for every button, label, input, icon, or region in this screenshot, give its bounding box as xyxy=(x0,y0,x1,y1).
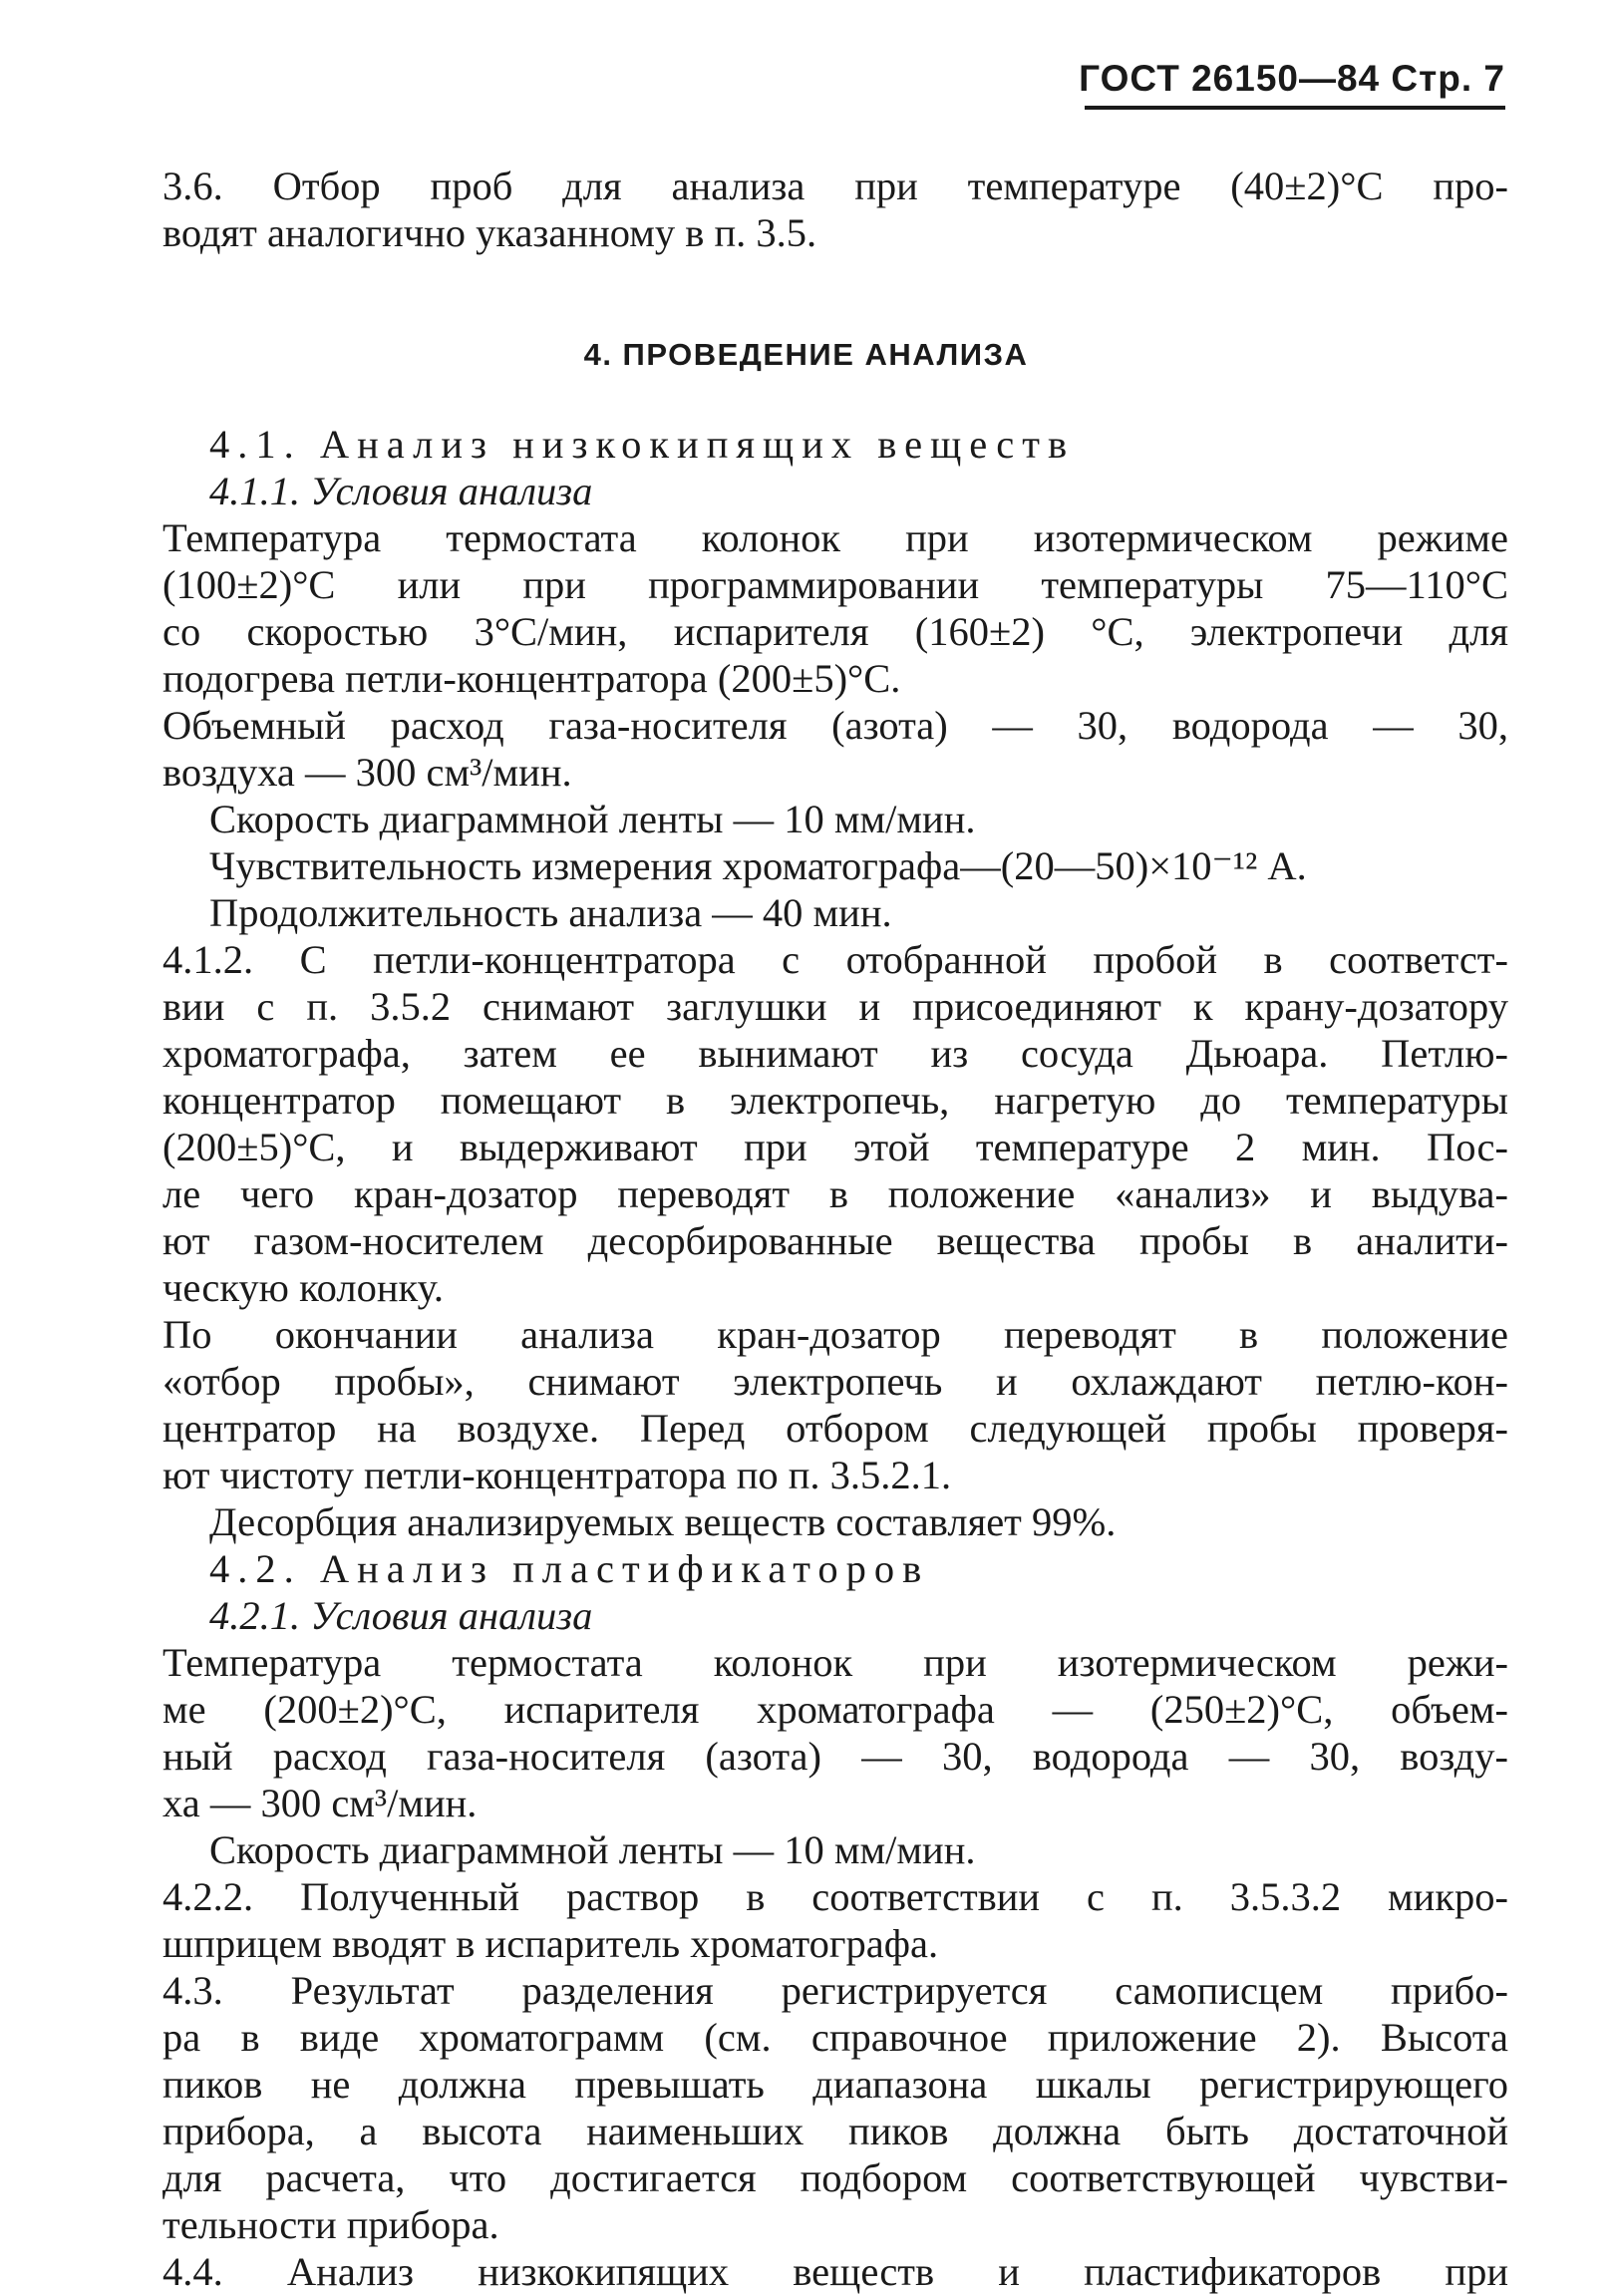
text-line: ют газом-носителем десорбированные вещества пробы в аналити- xyxy=(162,1218,1508,1263)
page-header xyxy=(1079,58,1505,108)
text-line: Температура термостата колонок при изотермическом режиме xyxy=(162,515,1508,560)
text-line: Скорость диаграммной ленты — 10 мм/мин. xyxy=(209,797,976,841)
text-line: Объемный расход газа-носителя (азота) — 30, водорода — 30, xyxy=(162,703,1508,748)
text-line: ют чистоту петли-концентратора по п. 3.5.2.1. xyxy=(162,1453,952,1497)
text-line: шприцем вводят в испаритель хроматографа. xyxy=(162,1921,939,1966)
text-line: центратор на воздухе. Перед отбором следующей пробы проверя- xyxy=(162,1406,1508,1451)
text-line: Десорбция анализируемых веществ составляет 99%. xyxy=(209,1499,1117,1544)
para-3-6-line-1: 3.6. Отбор проб для анализа при температуре (40±2)°С про- xyxy=(162,164,1508,208)
heading-4-1-1: 4.1.1. Условия анализа xyxy=(209,469,593,513)
text-line: Чувствительность измерения хроматографа—(20—50)×10⁻¹² А. xyxy=(209,843,1307,888)
heading-4-2: 4.2. Анализ пластификаторов xyxy=(209,1546,930,1591)
text-line: ме (200±2)°С, испарителя хроматографа — (250±2)°С, объем- xyxy=(162,1687,1508,1732)
header-rule xyxy=(1085,106,1505,110)
text-line: для расчета, что достигается подбором соответствующей чувстви- xyxy=(162,2155,1508,2200)
para-3-6-line-2: водят аналогично указанному в п. 3.5. xyxy=(162,210,817,255)
text-line: воздуха — 300 см³/мин. xyxy=(162,750,572,795)
text-line: ра в виде хроматограмм (см. справочное приложение 2). Высота xyxy=(162,2015,1508,2060)
text-line: концентратор помещают в электропечь, нагретую до температуры xyxy=(162,1078,1508,1123)
text-line: подогрева петли-концентратора (200±5)°С. xyxy=(162,656,901,701)
text-line: Продолжительность анализа — 40 мин. xyxy=(209,890,892,935)
text-line: Температура термостата колонок при изотермическом режи- xyxy=(162,1640,1508,1685)
text-line: «отбор пробы», снимают электропечь и охлаждают петлю-кон- xyxy=(162,1359,1508,1404)
text-line: По окончании анализа кран-дозатор переводят в положение xyxy=(162,1312,1508,1357)
text-line: (200±5)°С, и выдерживают при этой температуре 2 мин. Пос- xyxy=(162,1125,1508,1169)
heading-4-2-1: 4.2.1. Условия анализа xyxy=(209,1593,593,1638)
text-line: 4.3. Результат разделения регистрируется самописцем прибо- xyxy=(162,1968,1508,2013)
text-line: Скорость диаграммной ленты — 10 мм/мин. xyxy=(209,1827,976,1872)
text-line: 4.4. Анализ низкокипящих веществ и пластификаторов при xyxy=(162,2249,1508,2294)
text-line: ле чего кран-дозатор переводят в положение «анализ» и выдува- xyxy=(162,1171,1508,1216)
text-line: вии с п. 3.5.2 снимают заглушки и присоединяют к крану-дозатору xyxy=(162,984,1508,1029)
text-line: пиков не должна превышать диапазона шкалы регистрирующего xyxy=(162,2062,1508,2107)
text-line: 4.2.2. Полученный раствор в соответствии с п. 3.5.3.2 микро- xyxy=(162,1874,1508,1919)
header-text: ГОСТ 26150—84 Стр. 7 xyxy=(1079,58,1505,99)
text-line: (100±2)°С или при программировании температуры 75—110°С xyxy=(162,562,1508,607)
text-line: прибора, а высота наименьших пиков должна быть достаточной xyxy=(162,2109,1508,2153)
text-line: ческую колонку. xyxy=(162,1265,444,1310)
text-line: 4.1.2. С петли-концентратора с отобранной пробой в соответст- xyxy=(162,937,1508,982)
text-line: со скоростью 3°С/мин, испарителя (160±2) °С, электропечи для xyxy=(162,609,1508,654)
text-line: хроматографа, затем ее вынимают из сосуда Дьюара. Петлю- xyxy=(162,1031,1508,1076)
heading-4-1: 4.1. Анализ низкокипящих веществ xyxy=(209,422,1076,467)
text-line: ха — 300 см³/мин. xyxy=(162,1781,478,1825)
text-line: тельности прибора. xyxy=(162,2202,499,2247)
section-title: 4. ПРОВЕДЕНИЕ АНАЛИЗА xyxy=(583,337,1029,372)
text-line: ный расход газа-носителя (азота) — 30, водорода — 30, возду- xyxy=(162,1734,1508,1779)
